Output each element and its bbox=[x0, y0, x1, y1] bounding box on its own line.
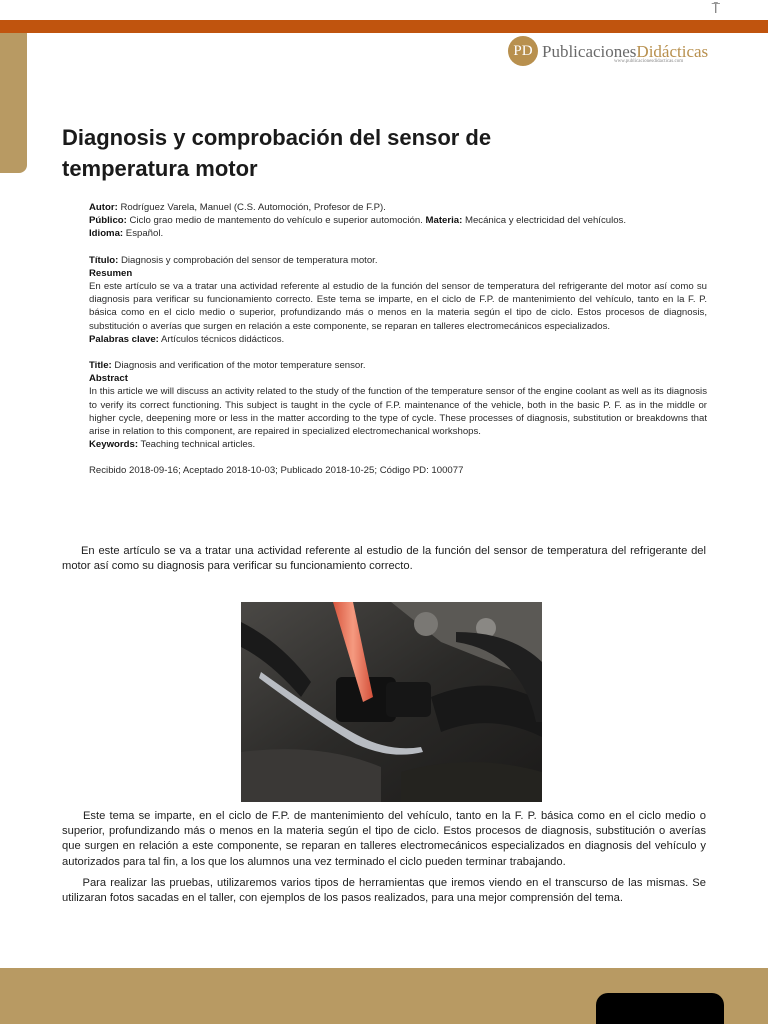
corner-icon: ⍑ bbox=[711, 0, 720, 16]
title-en-line bbox=[89, 359, 707, 372]
body-paragraph-3: Para realizar las pruebas, utilizaremos varios tipos de herramientas que iremos viendo en el transcurso de las mismas. Se utilizaran fotos sacadas en el taller, con ejemplos de los pasos realizados, para una mejor comprensión del tema. bbox=[62, 877, 706, 905]
author-value: Rodríguez Varela, Manuel (C.S. Automoción, Profesor de F.P). bbox=[120, 202, 386, 213]
keywords-value: Teaching technical articles. bbox=[140, 439, 256, 451]
palabras-line bbox=[89, 333, 707, 346]
keywords-line bbox=[89, 438, 707, 451]
titulo-label: Título: bbox=[89, 254, 119, 266]
logo-url: www.publicacionesdidacticas.com bbox=[614, 59, 684, 64]
abstract-text: In this article we will discuss an activity related to the study of the function of the temperature sensor of the engine coolant as well as its diagnosis to verify its correct functioning. This subject is taught in the cycle of F.P. maintenance of the vehicle, both in the basic P. F. as in the middle or higher cycle, deepening more or less in the matter according to the type of cycle. These processes of diagnosis, substitution or breakdowns that arise in relation to this component, are repaired in specialized electromechanical workshops. bbox=[89, 386, 707, 438]
logo-name bbox=[542, 43, 708, 60]
title-en-label: Title: bbox=[89, 360, 112, 372]
titulo-line bbox=[89, 254, 707, 267]
materia-value: Mecánica y electricidad del vehículos. bbox=[464, 215, 627, 227]
audience-line bbox=[89, 214, 707, 227]
materia-label: Materia: bbox=[425, 215, 463, 227]
side-tab-decoration bbox=[0, 33, 27, 173]
logo-name-part2: Didácticas bbox=[636, 41, 709, 61]
publico-value: Ciclo grao medio de mantemento do vehículo e superior automoción. bbox=[129, 215, 423, 227]
idioma-value: Español. bbox=[125, 228, 164, 240]
language-line bbox=[89, 227, 707, 240]
idioma-label: Idioma: bbox=[89, 228, 124, 240]
abstract-heading: Abstract bbox=[89, 373, 128, 385]
logo-mark-icon: PD bbox=[508, 36, 538, 66]
body-paragraph-1: En este artículo se va a tratar una actividad referente al estudio de la función del sensor de temperatura del refrigerante del motor así como su diagnosis para verificar su funcionamiento correcto. bbox=[62, 545, 707, 573]
body-paragraph-2: Este tema se imparte, en el ciclo de F.P. de mantenimiento del vehículo, tanto en la F. P. básica como en el ciclo medio o superior, profundizando más o menos en la materia según el tipo de ciclo. Estos procesos de diagnosis, substitución o averías que surgen en relación a este componente, se reparan en talleres electromecánicos especializados en diagnosis del vehículo y autorizados para tal fin, a los que los alumnos una vez terminado el ciclo pueden terminar trabajando. bbox=[62, 810, 706, 868]
article-metadata bbox=[89, 201, 707, 478]
titulo-value: Diagnosis y comprobación del sensor de temperatura motor. bbox=[120, 254, 378, 266]
palabras-label: Palabras clave: bbox=[89, 333, 159, 345]
header-color-bar bbox=[0, 20, 768, 33]
keywords-label: Keywords: bbox=[89, 439, 139, 451]
article-title: Diagnosis y comprobación del sensor de temperatura motor bbox=[62, 125, 492, 181]
publication-dates: Recibido 2018-09-16; Aceptado 2018-10-03; Publicado 2018-10-25; Código PD: 100077 bbox=[89, 465, 464, 477]
resumen-text: En este artículo se va a tratar una actividad referente al estudio de la función del sensor de temperatura del refrigerante del motor así como su diagnosis para verificar su funcionamiento correcto. Este tema se imparte, en el ciclo de F.P. de mantenimiento del vehículo, tanto en la F. P. básica como en el ciclo medio o superior, profundizando más o menos en la materia según el tipo de ciclo. Estos procesos de diagnosis, substitución o averías que surgen en relación a este componente, se reparan en talleres electromecánicos especializados. bbox=[89, 281, 707, 332]
engine-sensor-photo bbox=[241, 602, 542, 802]
logo-name-part1: Publicaciones bbox=[542, 41, 637, 61]
footer-black-tab bbox=[596, 993, 724, 1024]
publico-label: Público: bbox=[89, 215, 127, 227]
resumen-heading: Resumen bbox=[89, 267, 133, 279]
author-label: Autor: bbox=[89, 202, 118, 213]
palabras-value: Artículos técnicos didácticos. bbox=[161, 333, 285, 345]
author-line bbox=[89, 201, 707, 214]
title-en-value: Diagnosis and verification of the motor temperature sensor. bbox=[114, 360, 366, 372]
